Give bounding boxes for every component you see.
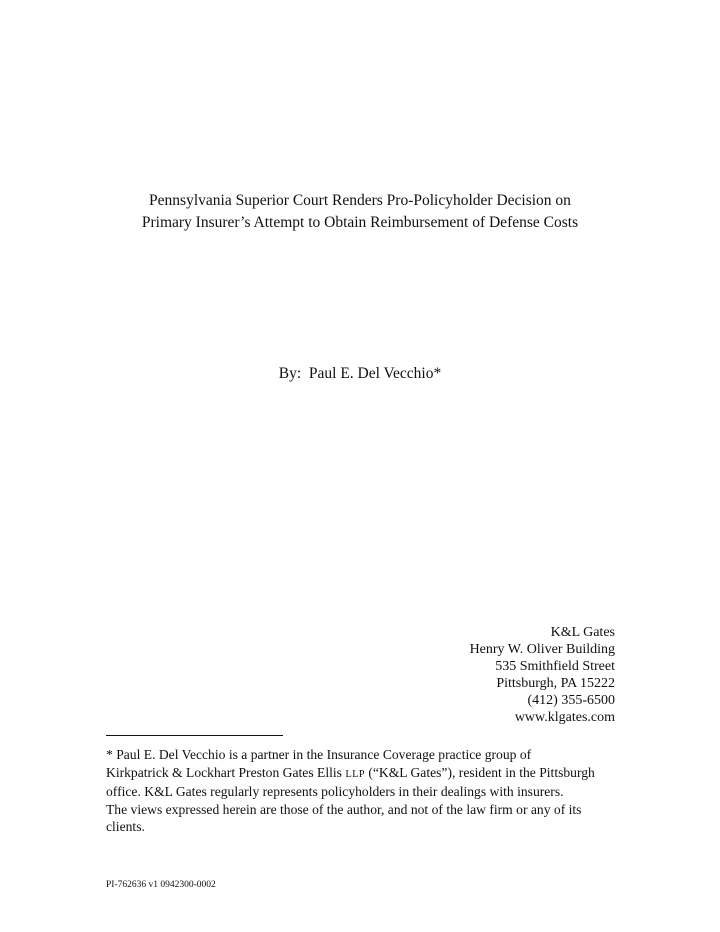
firm-address-block (470, 624, 615, 726)
firm-name: K&L Gates (550, 625, 615, 640)
phone-number: (412) 355-6500 (527, 693, 615, 708)
footnote-line-1: * Paul E. Del Vecchio is a partner in the Insurance Coverage practice group of (106, 747, 532, 762)
title-line-1: Pennsylvania Superior Court Renders Pro-Policyholder Decision on (149, 192, 571, 209)
title-line-2: Primary Insurer’s Attempt to Obtain Reimbursement of Defense Costs (141, 214, 579, 231)
footnote-line-2-start: Kirkpatrick & Lockhart Preston Gates Ellis (106, 764, 346, 780)
street-address: 535 Smithfield Street (495, 659, 615, 674)
website-url: www.klgates.com (514, 710, 615, 725)
document-id: PI-762636 v1 0942300-0002 (106, 880, 216, 890)
author-footnote (106, 746, 626, 836)
llp-abbreviation: LLP (345, 768, 365, 780)
document-title (60, 190, 660, 234)
footnote-line-5: clients. (106, 819, 145, 834)
footnote-line-3: office. K&L Gates regularly represents policyholders in their dealings with insurers. (106, 784, 564, 799)
author-byline: By: Paul E. Del Vecchio* (278, 365, 442, 382)
city-state-zip: Pittsburgh, PA 15222 (496, 676, 615, 691)
building-name: Henry W. Oliver Building (469, 642, 615, 657)
footnote-line-2-end: (“K&L Gates”), resident in the Pittsburgh (364, 764, 595, 780)
footnote-line-4: The views expressed herein are those of the author, and not of the law firm or any of its (106, 801, 582, 817)
footnote-separator (106, 735, 283, 736)
footnote-line-2 (106, 764, 626, 784)
